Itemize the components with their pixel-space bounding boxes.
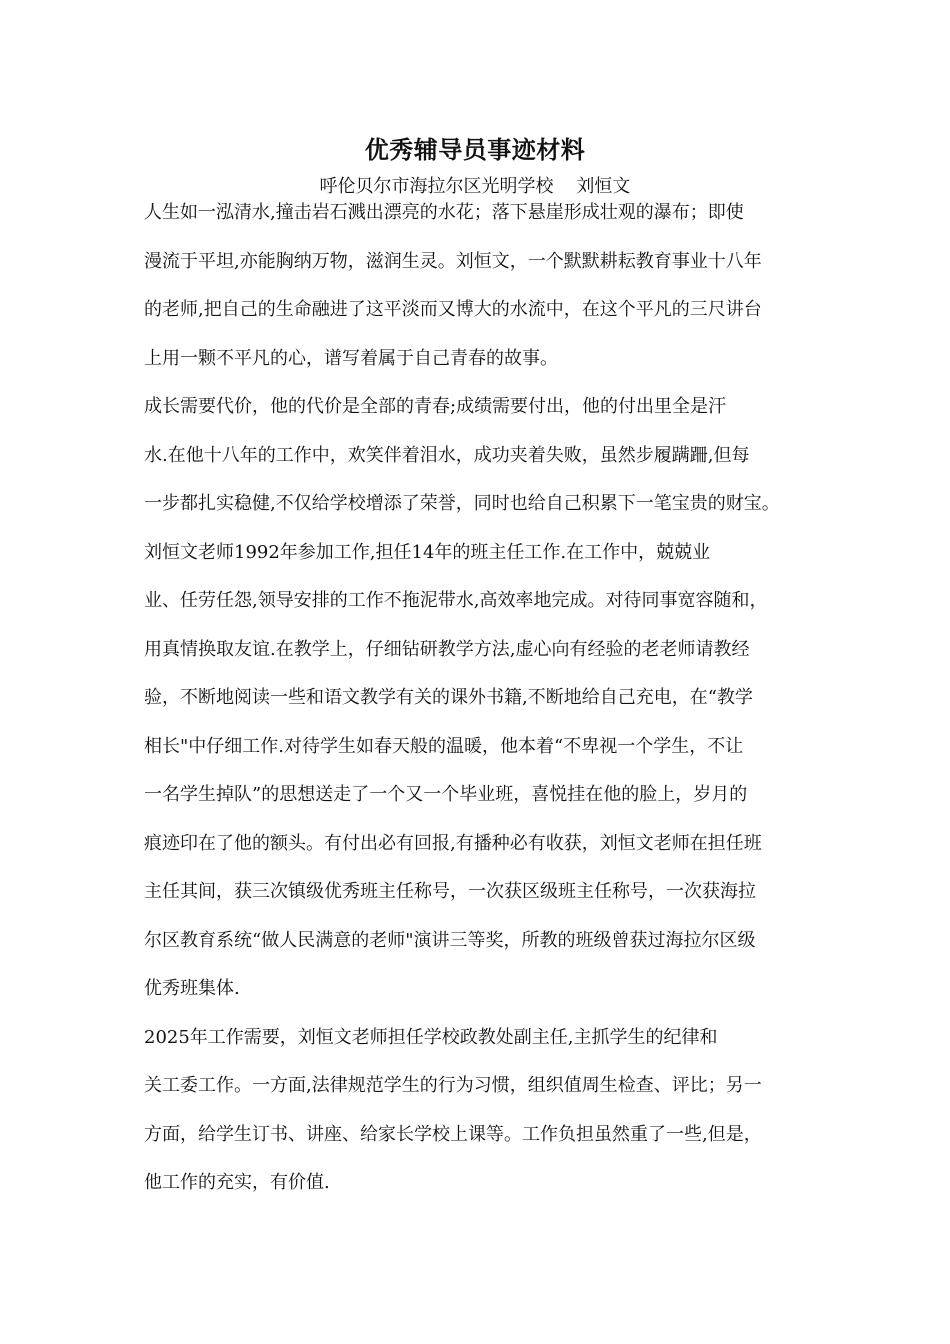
text-line: 人生如一泓清水,撞击岩石溅出漂亮的水花；落下悬崖形成壮观的瀑布；即使 xyxy=(144,202,744,223)
document-title: 优秀辅导员事迹材料 xyxy=(364,135,586,164)
text-line: 方面，给学生订书、讲座、给家长学校上课等。工作负担虽然重了一些,但是， xyxy=(144,1123,762,1145)
document-subtitle: 呼伦贝尔市海拉尔区光明学校 刘恒文 xyxy=(319,176,631,197)
text-line: 优秀班集体. xyxy=(144,978,240,999)
text-line: 业、任劳任怨,领导安排的工作不拖泥带水,高效率地完成。对待同事宽容随和， xyxy=(144,590,768,611)
text-line: 相长"中仔细工作.对待学生如春天般的温暖，他本着“不卑视一个学生，不让 xyxy=(144,735,744,757)
text-line: 他工作的充实，有价值. xyxy=(144,1172,330,1193)
text-line: 主任其间，获三次镇级优秀班主任称号，一次获区级班主任称号，一次获海拉 xyxy=(144,881,756,902)
text-line: 一步都扎实稳健,不仅给学校增添了荣誉，同时也给自己积累下一笔宝贵的财宝。 xyxy=(144,493,780,514)
text-line: 尔区教育系统“做人民满意的老师"演讲三等奖，所教的班级曾获过海拉尔区级 xyxy=(144,929,756,951)
text-line: 一名学生掉队”的思想送走了一个又一个毕业班，喜悦挂在他的脸上，岁月的 xyxy=(144,784,748,805)
text-line: 痕迹印在了他的额头。有付出必有回报,有播种必有收获，刘恒文老师在担任班 xyxy=(144,832,762,854)
text-line: 用真情换取友谊.在教学上，仔细钻研教学方法,虚心向有经验的老老师请教经 xyxy=(144,638,750,660)
text-line: 漫流于平坦,亦能胸纳万物，滋润生灵。刘恒文，一个默默耕耘教育事业十八年 xyxy=(144,250,762,272)
text-line: 2025年工作需要，刘恒文老师担任学校政教处副主任,主抓学生的纪律和 xyxy=(144,1026,718,1048)
text-line: 水.在他十八年的工作中，欢笑伴着泪水，成功夹着失败，虽然步履蹒跚,但每 xyxy=(144,444,750,466)
text-line: 验，不断地阅读一些和语文教学有关的课外书籍,不断地给自己充电，在“教学 xyxy=(144,687,753,708)
text-line: 关工委工作。一方面,法律规范学生的行为习惯，组织值周生检查、评比；另一 xyxy=(144,1075,762,1096)
text-line: 的老师,把自己的生命融进了这平淡而又博大的水流中，在这个平凡的三尺讲台 xyxy=(144,299,762,320)
text-line: 刘恒文老师1992年参加工作,担任14年的班主任工作.在工作中，兢兢业 xyxy=(144,541,711,563)
text-line: 上用一颗不平凡的心，谱写着属于自己青春的故事。 xyxy=(144,347,558,369)
text-line: 成长需要代价，他的代价是全部的青春;成绩需要付出，他的付出里全是汗 xyxy=(144,396,727,417)
document-body xyxy=(144,199,816,1218)
